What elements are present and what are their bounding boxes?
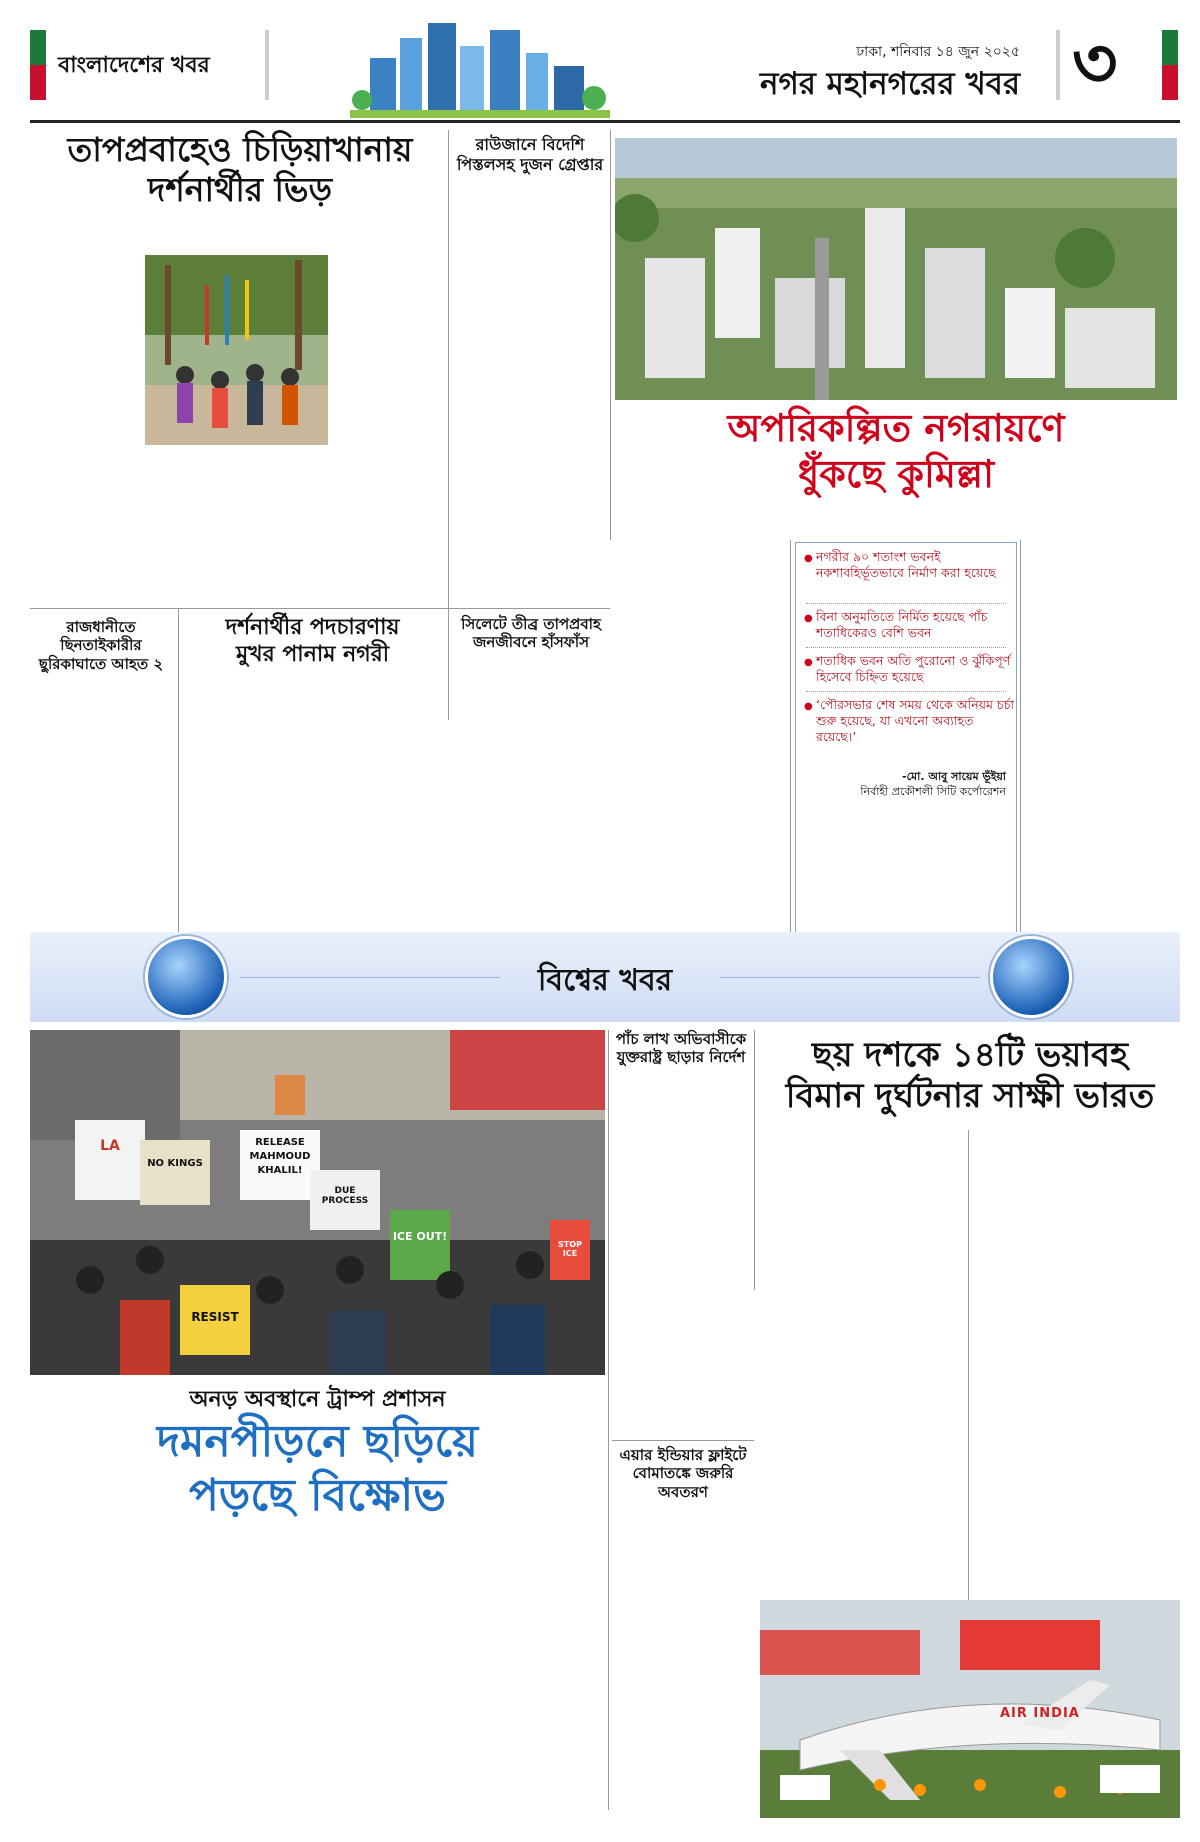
globe-icon <box>145 936 227 1018</box>
flag-left <box>30 30 46 100</box>
column-rule <box>448 130 449 720</box>
divider <box>806 691 1006 692</box>
air-india-headline: এয়ার ইন্ডিয়ার ফ্লাইটে বোমাতঙ্কে জরুরি অবতরণ <box>619 1446 747 1501</box>
section-label-left: বাংলাদেশের খবর <box>58 53 210 78</box>
sylhet-headline: সিলেটে তীব্র তাপপ্রবাহ জনজীবনে হাঁসফাঁস <box>461 615 601 652</box>
column-rule <box>178 608 179 980</box>
placard-text: DUE PROCESS <box>321 1186 369 1206</box>
plane-livery-text: AIR INDIA <box>1000 1706 1080 1721</box>
highlight-bullet: ● শতাধিক ভবন অতি পুরোনো ও ঝুঁকিপূর্ণ হিসেবে চিহ্নিত হয়েছে <box>816 653 1016 685</box>
comilla-aerial-photo <box>615 138 1177 400</box>
column-rule <box>790 540 791 980</box>
highlight-bullet: ● বিনা অনুমতিতে নির্মিত হয়েছে পাঁচ শতাধিকেরও বেশি ভবন <box>816 609 1016 641</box>
comilla-highlight-box <box>795 542 1017 939</box>
comilla-headline: অপরিকল্পিত নগরায়ণে ধুঁকছে কুমিল্লা <box>727 406 1065 497</box>
protest-photo-caption: অনড় অবস্থানে ট্রাম্প প্রশাসন <box>189 1387 446 1412</box>
globe-icon <box>990 936 1072 1018</box>
page-number: ৩ <box>1072 22 1118 104</box>
column-rule <box>608 1030 609 1810</box>
skyline-illustration <box>350 18 610 118</box>
zoo-photo <box>145 255 328 445</box>
protest-headline: দমনপীড়নে ছড়িয়ে পড়ছে বিক্ষোভ <box>156 1416 479 1521</box>
placard-text: RELEASE MAHMOUD KHALIL! <box>249 1137 311 1176</box>
banner-rule <box>240 977 500 978</box>
divider <box>806 647 1006 648</box>
placard-text: RESIST <box>191 1310 239 1324</box>
rule <box>612 1440 754 1441</box>
section-title: নগর মহানগরের খবর <box>760 66 1020 102</box>
flag-right <box>1162 30 1178 100</box>
masthead-divider <box>265 30 269 100</box>
world-news-title: বিশ্বের খবর <box>537 963 673 998</box>
masthead-rule <box>30 120 1180 123</box>
column-rule <box>1020 540 1021 980</box>
column-rule <box>610 130 611 540</box>
edition-date: ঢাকা, শনিবার ১৪ জুন ২০২৫ <box>856 44 1020 60</box>
placard-text: NO KINGS <box>147 1158 203 1169</box>
zoo-headline: তাপপ্রবাহেও চিড়িয়াখানায় দর্শনার্থীর ভিড় <box>67 130 413 210</box>
panam-headline: দর্শনার্থীর পদচারণায় মুখর পানাম নগরী <box>225 615 400 667</box>
rule <box>30 608 610 609</box>
immigrants-headline: পাঁচ লাখ অভিবাসীকে যুক্তরাষ্ট্র ছাড়ার নির্দেশ <box>615 1030 747 1067</box>
column-rule <box>968 1130 969 1610</box>
quote-attribution: -মো. আবু সায়েম ভূঁইয়া নির্বাহী প্রকৌশলী সিটি কর্পোরেশন <box>860 770 1006 798</box>
highlight-bullet: ● নগরীর ৯০ শতাংশ ভবনই নকশাবহির্ভূতভাবে নির্মাণ করা হয়েছে <box>816 549 1016 581</box>
world-news-banner <box>30 932 1180 1022</box>
raozan-headline: রাউজানে বিদেশি পিস্তলসহ দুজন গ্রেপ্তার <box>456 135 604 174</box>
snatcher-headline: রাজধানীতে ছিনতাইকারীর ছুরিকাঘাতে আহত ২ <box>38 618 164 673</box>
placard-text: LA <box>100 1138 120 1154</box>
placard-text: STOP ICE <box>558 1240 582 1258</box>
column-rule <box>754 1030 755 1290</box>
banner-rule <box>720 977 980 978</box>
crash-photo <box>760 1600 1180 1818</box>
placard-text: ICE OUT! <box>392 1230 448 1243</box>
highlight-bullet: ● ‘পৌরসভার শেষ সময় থেকে অনিয়ম চর্চা শুরু হয়েছে, যা এখনো অব্যাহত রয়েছে।’ <box>816 697 1016 745</box>
divider <box>806 603 1006 604</box>
protest-photo <box>30 1030 605 1375</box>
masthead-divider-right <box>1056 30 1060 100</box>
india-crashes-headline: ছয় দশকে ১৪টি ভয়াবহ বিমান দুর্ঘটনার সাক্ষী ভারত <box>785 1035 1155 1117</box>
